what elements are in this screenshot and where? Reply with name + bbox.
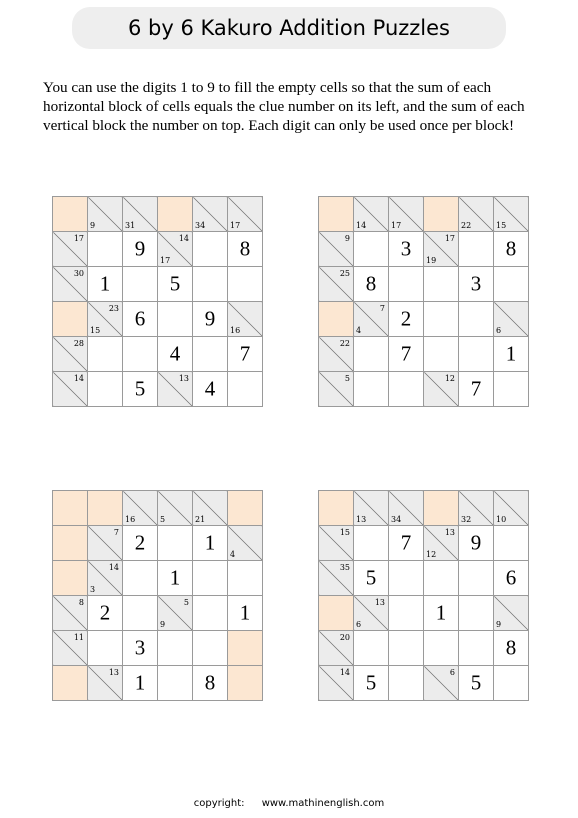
puzzle-row [319, 232, 529, 267]
answer-cell[interactable] [389, 666, 424, 701]
answer-cell[interactable] [459, 596, 494, 631]
answer-cell[interactable] [389, 302, 424, 337]
given-digit: 5 [365, 670, 377, 695]
answer-cell[interactable] [459, 337, 494, 372]
across-clue: 14 [108, 563, 119, 572]
given-digit: 8 [204, 670, 216, 695]
down-clue: 16 [125, 515, 136, 524]
across-clue: 17 [444, 234, 455, 243]
answer-cell[interactable] [354, 666, 389, 701]
answer-cell[interactable] [424, 337, 459, 372]
shaded-cell [319, 302, 354, 337]
answer-cell[interactable] [158, 302, 193, 337]
clue-cell [494, 596, 529, 631]
answer-cell[interactable] [389, 372, 424, 407]
answer-cell[interactable] [228, 267, 263, 302]
puzzle-row [53, 596, 263, 631]
clue-cell [424, 232, 459, 267]
puzzle-row [53, 491, 263, 526]
answer-cell[interactable] [158, 267, 193, 302]
given-digit: 8 [505, 635, 517, 660]
down-clue: 12 [426, 550, 437, 559]
clue-cell [424, 372, 459, 407]
clue-cell [123, 491, 158, 526]
down-clue: 5 [160, 515, 166, 524]
puzzle-row [53, 561, 263, 596]
across-clue: 6 [449, 668, 455, 677]
given-digit: 6 [134, 306, 146, 331]
across-clue: 11 [73, 633, 84, 642]
given-digit: 5 [365, 565, 377, 590]
answer-cell[interactable] [459, 302, 494, 337]
shaded-cell [53, 197, 88, 232]
answer-cell[interactable] [123, 596, 158, 631]
answer-cell[interactable] [424, 267, 459, 302]
clue-cell [53, 372, 88, 407]
puzzle-row [53, 302, 263, 337]
answer-cell[interactable] [193, 267, 228, 302]
puzzle-row [319, 302, 529, 337]
puzzle-top-left [52, 196, 263, 407]
answer-cell[interactable] [424, 561, 459, 596]
answer-cell[interactable] [494, 372, 529, 407]
clue-cell [494, 197, 529, 232]
copyright-label: copyright: [193, 798, 245, 809]
given-digit: 1 [435, 600, 447, 625]
answer-cell[interactable] [228, 232, 263, 267]
across-clue: 14 [178, 234, 189, 243]
shaded-cell [424, 197, 459, 232]
shaded-cell [88, 491, 123, 526]
given-digit: 7 [470, 376, 482, 401]
answer-cell[interactable] [494, 526, 529, 561]
answer-cell[interactable] [228, 596, 263, 631]
clue-cell [228, 197, 263, 232]
across-clue: 23 [108, 304, 119, 313]
answer-cell[interactable] [123, 302, 158, 337]
answer-cell[interactable] [193, 337, 228, 372]
answer-cell[interactable] [389, 596, 424, 631]
clue-cell [53, 631, 88, 666]
given-digit: 7 [400, 341, 412, 366]
puzzle-bottom-left [52, 490, 263, 701]
page-title: 6 by 6 Kakuro Addition Puzzles [127, 16, 451, 40]
clue-cell [158, 372, 193, 407]
across-clue: 14 [73, 374, 84, 383]
clue-cell [319, 267, 354, 302]
answer-cell[interactable] [389, 561, 424, 596]
given-digit: 4 [169, 341, 181, 366]
clue-cell [459, 491, 494, 526]
clue-cell [319, 337, 354, 372]
across-clue: 12 [444, 374, 455, 383]
answer-cell[interactable] [88, 372, 123, 407]
answer-cell[interactable] [158, 631, 193, 666]
down-clue: 32 [461, 515, 472, 524]
given-digit: 8 [505, 236, 517, 261]
answer-cell[interactable] [228, 337, 263, 372]
clue-cell [158, 491, 193, 526]
shaded-cell [319, 197, 354, 232]
answer-cell[interactable] [459, 666, 494, 701]
puzzle-row [319, 561, 529, 596]
given-digit: 6 [505, 565, 517, 590]
down-clue: 15 [496, 221, 507, 230]
answer-cell[interactable] [158, 526, 193, 561]
puzzle-top-right [318, 196, 529, 407]
answer-cell[interactable] [228, 372, 263, 407]
puzzle-row [53, 526, 263, 561]
across-clue: 30 [73, 269, 84, 278]
down-clue: 13 [356, 515, 367, 524]
answer-cell[interactable] [494, 631, 529, 666]
across-clue: 15 [339, 528, 350, 537]
answer-cell[interactable] [158, 337, 193, 372]
clue-cell [319, 526, 354, 561]
title-bar [72, 7, 506, 49]
answer-cell[interactable] [123, 526, 158, 561]
across-clue: 13 [178, 374, 189, 383]
puzzle-bottom-right [318, 490, 529, 701]
across-clue: 7 [379, 304, 385, 313]
across-clue: 8 [78, 598, 84, 607]
answer-cell[interactable] [494, 666, 529, 701]
shaded-cell [319, 491, 354, 526]
shaded-cell [424, 491, 459, 526]
given-digit: 2 [134, 530, 146, 555]
answer-cell[interactable] [389, 631, 424, 666]
answer-cell[interactable] [354, 232, 389, 267]
puzzle-row [319, 631, 529, 666]
answer-cell[interactable] [193, 631, 228, 666]
given-digit: 9 [470, 530, 482, 555]
down-clue: 6 [496, 326, 502, 335]
clue-cell [389, 197, 424, 232]
answer-cell[interactable] [123, 666, 158, 701]
clue-cell [424, 666, 459, 701]
answer-cell[interactable] [459, 372, 494, 407]
given-digit: 1 [134, 670, 146, 695]
clue-cell [319, 631, 354, 666]
answer-cell[interactable] [389, 337, 424, 372]
answer-cell[interactable] [193, 526, 228, 561]
clue-cell [494, 302, 529, 337]
clue-cell [424, 526, 459, 561]
down-clue: 34 [391, 515, 402, 524]
answer-cell[interactable] [354, 526, 389, 561]
shaded-cell [53, 526, 88, 561]
across-clue: 28 [73, 339, 84, 348]
given-digit: 8 [239, 236, 251, 261]
given-digit: 2 [99, 600, 111, 625]
given-digit: 5 [134, 376, 146, 401]
down-clue: 10 [496, 515, 507, 524]
down-clue: 17 [160, 256, 171, 265]
clue-cell [459, 197, 494, 232]
puzzle-row [53, 372, 263, 407]
answer-cell[interactable] [459, 267, 494, 302]
clue-cell [53, 337, 88, 372]
clue-cell [158, 596, 193, 631]
answer-cell[interactable] [123, 232, 158, 267]
clue-cell [389, 491, 424, 526]
puzzle-row [53, 232, 263, 267]
answer-cell[interactable] [88, 267, 123, 302]
clue-cell [88, 561, 123, 596]
shaded-cell [228, 631, 263, 666]
across-clue: 13 [374, 598, 385, 607]
given-digit: 1 [169, 565, 181, 590]
answer-cell[interactable] [123, 267, 158, 302]
answer-cell[interactable] [494, 561, 529, 596]
across-clue: 5 [183, 598, 189, 607]
clue-cell [228, 302, 263, 337]
answer-cell[interactable] [158, 561, 193, 596]
across-clue: 17 [73, 234, 84, 243]
given-digit: 5 [470, 670, 482, 695]
given-digit: 1 [505, 341, 517, 366]
clue-cell [123, 197, 158, 232]
given-digit: 5 [169, 271, 181, 296]
answer-cell[interactable] [424, 302, 459, 337]
answer-cell[interactable] [354, 337, 389, 372]
shaded-cell [228, 666, 263, 701]
answer-cell[interactable] [389, 232, 424, 267]
shaded-cell [228, 491, 263, 526]
down-clue: 9 [90, 221, 96, 230]
answer-cell[interactable] [193, 372, 228, 407]
given-digit: 2 [400, 306, 412, 331]
clue-cell [158, 232, 193, 267]
across-clue: 13 [108, 668, 119, 677]
answer-cell[interactable] [193, 232, 228, 267]
copyright-site: www.mathinenglish.com [261, 798, 385, 809]
shaded-cell [53, 666, 88, 701]
clue-cell [88, 197, 123, 232]
answer-cell[interactable] [494, 337, 529, 372]
answer-cell[interactable] [123, 337, 158, 372]
across-clue: 25 [339, 269, 350, 278]
across-clue: 35 [339, 563, 350, 572]
across-clue: 22 [339, 339, 350, 348]
answer-cell[interactable] [354, 372, 389, 407]
answer-cell[interactable] [389, 526, 424, 561]
answer-cell[interactable] [193, 596, 228, 631]
clue-cell [228, 526, 263, 561]
puzzle-row [319, 666, 529, 701]
answer-cell[interactable] [88, 232, 123, 267]
answer-cell[interactable] [88, 631, 123, 666]
clue-cell [193, 197, 228, 232]
answer-cell[interactable] [459, 631, 494, 666]
clue-cell [354, 302, 389, 337]
answer-cell[interactable] [123, 561, 158, 596]
clue-cell [354, 197, 389, 232]
answer-cell[interactable] [389, 267, 424, 302]
down-clue: 17 [230, 221, 241, 230]
given-digit: 9 [204, 306, 216, 331]
given-digit: 1 [204, 530, 216, 555]
answer-cell[interactable] [228, 561, 263, 596]
given-digit: 3 [400, 236, 412, 261]
down-clue: 22 [461, 221, 472, 230]
puzzle-row [53, 631, 263, 666]
clue-cell [88, 666, 123, 701]
across-clue: 5 [344, 374, 350, 383]
down-clue: 21 [195, 515, 206, 524]
puzzle-row [319, 596, 529, 631]
puzzle-row [53, 337, 263, 372]
down-clue: 9 [160, 620, 166, 629]
shaded-cell [158, 197, 193, 232]
clue-cell [319, 561, 354, 596]
down-clue: 34 [195, 221, 206, 230]
instructions-text: You can use the digits 1 to 9 to fill the empty cells so that the sum of each horizontal block of cells equals the clue number on its left, and the sum of each vertical block the number on top. Each digit can only be used once per block! [43, 79, 525, 134]
answer-cell[interactable] [123, 631, 158, 666]
answer-cell[interactable] [88, 337, 123, 372]
clue-cell [319, 372, 354, 407]
down-clue: 17 [391, 221, 402, 230]
answer-cell[interactable] [123, 372, 158, 407]
down-clue: 4 [230, 550, 236, 559]
shaded-cell [53, 302, 88, 337]
answer-cell[interactable] [424, 631, 459, 666]
down-clue: 19 [426, 256, 437, 265]
answer-cell[interactable] [459, 561, 494, 596]
across-clue: 7 [113, 528, 119, 537]
given-digit: 4 [204, 376, 216, 401]
down-clue: 3 [90, 585, 96, 594]
clue-cell [354, 596, 389, 631]
across-clue: 13 [444, 528, 455, 537]
answer-cell[interactable] [193, 302, 228, 337]
answer-cell[interactable] [354, 631, 389, 666]
puzzle-row [319, 267, 529, 302]
clue-cell [319, 666, 354, 701]
across-clue: 20 [339, 633, 350, 642]
given-digit: 3 [470, 271, 482, 296]
given-digit: 1 [239, 600, 251, 625]
clue-cell [354, 491, 389, 526]
clue-cell [53, 267, 88, 302]
given-digit: 9 [134, 236, 146, 261]
shaded-cell [53, 491, 88, 526]
given-digit: 1 [99, 271, 111, 296]
clue-cell [53, 596, 88, 631]
answer-cell[interactable] [88, 596, 123, 631]
answer-cell[interactable] [193, 666, 228, 701]
down-clue: 31 [125, 221, 136, 230]
given-digit: 8 [365, 271, 377, 296]
down-clue: 6 [356, 620, 362, 629]
shaded-cell [53, 561, 88, 596]
answer-cell[interactable] [193, 561, 228, 596]
puzzle-row [319, 337, 529, 372]
puzzle-row [319, 491, 529, 526]
clue-cell [88, 526, 123, 561]
answer-cell[interactable] [354, 267, 389, 302]
answer-cell[interactable] [424, 596, 459, 631]
puzzle-row [53, 267, 263, 302]
puzzle-row [319, 526, 529, 561]
given-digit: 7 [400, 530, 412, 555]
puzzle-row [319, 197, 529, 232]
clue-cell [53, 232, 88, 267]
shaded-cell [319, 596, 354, 631]
answer-cell[interactable] [459, 526, 494, 561]
down-clue: 14 [356, 221, 367, 230]
down-clue: 15 [90, 326, 101, 335]
puzzle-row [53, 666, 263, 701]
answer-cell[interactable] [494, 267, 529, 302]
clue-cell [319, 232, 354, 267]
given-digit: 7 [239, 341, 251, 366]
clue-cell [193, 491, 228, 526]
across-clue: 14 [339, 668, 350, 677]
answer-cell[interactable] [494, 232, 529, 267]
puzzle-row [53, 197, 263, 232]
clue-cell [88, 302, 123, 337]
clue-cell [494, 491, 529, 526]
answer-cell[interactable] [459, 232, 494, 267]
down-clue: 4 [356, 326, 362, 335]
down-clue: 9 [496, 620, 502, 629]
copyright-line [0, 798, 578, 809]
down-clue: 16 [230, 326, 241, 335]
given-digit: 3 [134, 635, 146, 660]
answer-cell[interactable] [354, 561, 389, 596]
across-clue: 9 [344, 234, 350, 243]
answer-cell[interactable] [158, 666, 193, 701]
puzzle-row [319, 372, 529, 407]
